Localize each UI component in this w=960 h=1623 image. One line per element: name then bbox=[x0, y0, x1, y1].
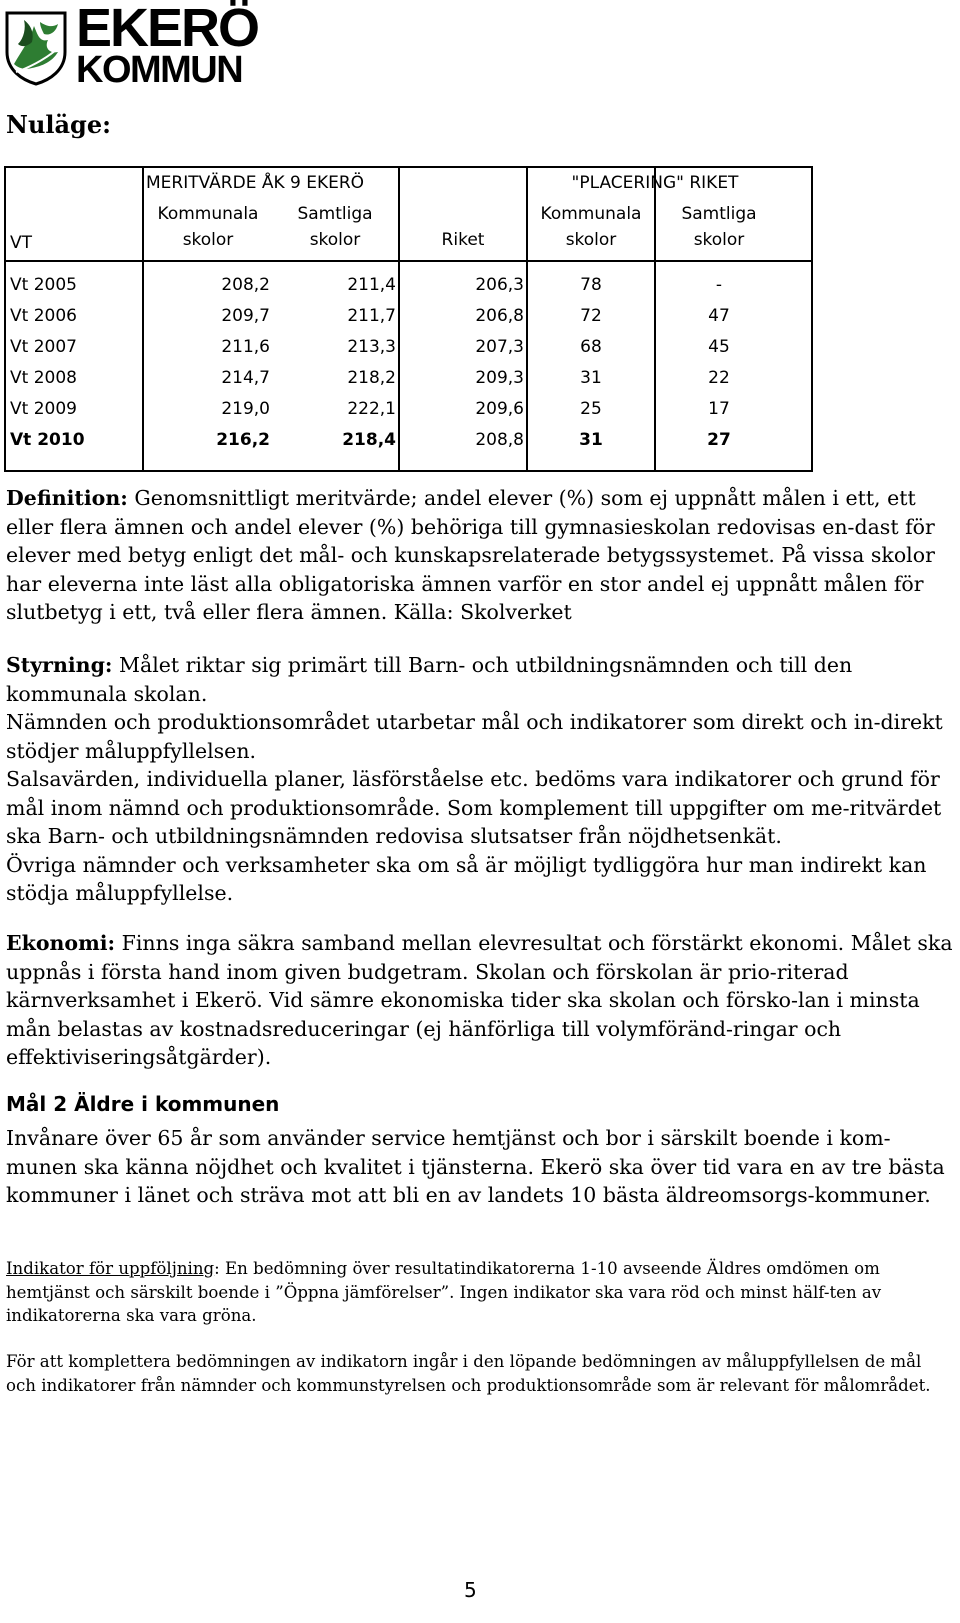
styrning-text-4: Övriga nämnder och verksamheter ska om så är möjligt tydliggöra hur man indirekt kan stödja måluppfyllelse. bbox=[6, 852, 927, 905]
styrning-label: Styrning: bbox=[6, 653, 113, 677]
col-header-riket: Riket bbox=[441, 230, 485, 250]
ekero-kommun-logo bbox=[4, 0, 259, 91]
col-header-p-samtliga: Samtliga bbox=[681, 204, 757, 224]
col-header-kommunala: Kommunala bbox=[157, 204, 259, 224]
table-cell-year: Vt 2007 bbox=[10, 337, 77, 357]
table-cell: 216,2 bbox=[216, 430, 270, 450]
komplettera-paragraph bbox=[6, 1350, 956, 1397]
table-cell: 211,6 bbox=[221, 337, 270, 357]
indikator-text: : En bedömning över resultatindikatorerna 1-10 avseende Äldres omdömen om hemtjänst och särskilt boende i ”Öppna jämförelser”. Ingen indikator ska vara röd och minst hälf-ten av indikatorerna ska vara gröna. bbox=[6, 1259, 882, 1325]
table-cell-year: Vt 2008 bbox=[10, 368, 77, 388]
table-cell: 208,8 bbox=[475, 430, 524, 450]
table-cell: 211,4 bbox=[347, 275, 396, 295]
table-cell: 206,8 bbox=[475, 306, 524, 326]
nulage-heading: Nuläge: bbox=[6, 110, 111, 139]
table-cell: 213,3 bbox=[347, 337, 396, 357]
ekonomi-paragraph bbox=[6, 929, 956, 1072]
definition-text: Genomsnittligt meritvärde; andel elever (%) som ej uppnått målen i ett, ett eller flera ämnen och andel elever (%) behöriga till gymnasieskolan redovisas en-dast för elever med betyg enligt det mål- och kunskapsrelaterade betygssystemet. På vissa skolor har eleverna inte läst alla obligatoriska ämnen varför en stor andel ej uppnått målen för slutbetyg i ett, två eller flera ämnen. Källa: Skolverket bbox=[6, 486, 935, 624]
group-header-placering: "PLACERING" RIKET bbox=[571, 173, 739, 193]
logo-line2: KOMMUN bbox=[76, 49, 243, 91]
table-cell: 209,7 bbox=[221, 306, 270, 326]
table-cell: 31 bbox=[579, 430, 603, 450]
table-cell-year: Vt 2005 bbox=[10, 275, 77, 295]
styrning-section bbox=[6, 651, 956, 908]
styrning-text-2: Nämnden och produktionsområdet utarbetar mål och indikatorer som direkt och in-direkt stödjer måluppfyllelsen. bbox=[6, 710, 943, 763]
table-cell: 209,6 bbox=[475, 399, 524, 419]
col-header-vt: VT bbox=[10, 233, 33, 253]
table-cell: 214,7 bbox=[221, 368, 270, 388]
col-header-kommunala-sub: skolor bbox=[182, 230, 234, 250]
table-cell: 17 bbox=[708, 399, 730, 419]
table-cell: 219,0 bbox=[221, 399, 270, 419]
table-cell: 25 bbox=[580, 399, 602, 419]
table-cell: - bbox=[715, 275, 723, 295]
table-cell: 211,7 bbox=[347, 306, 396, 326]
styrning-text-3: Salsavärden, individuella planer, läsförståelse etc. bedöms vara indikatorer och grund för mål inom nämnd och produktionsområde. Som komplement till uppgifter om me-ritvärdet ska Barn- och utbildningsnämnden redovisa slutsatser från nöjdhetsenkät. bbox=[6, 767, 942, 848]
col-header-samtliga-sub: skolor bbox=[309, 230, 361, 250]
group-header-meritvarde: MERITVÄRDE ÅK 9 EKERÖ bbox=[146, 173, 365, 193]
table-cell: 31 bbox=[580, 368, 602, 388]
table-cell: 209,3 bbox=[475, 368, 524, 388]
table-cell: 47 bbox=[708, 306, 730, 326]
definition-paragraph bbox=[6, 484, 956, 627]
komplettera-text: För att komplettera bedömningen av indikatorn ingår i den löpande bedömningen av måluppfyllelsen de mål och indikatorer från nämnder och kommunstyrelsen och produktionsområde som är relevant för målområdet. bbox=[6, 1352, 931, 1395]
page-number: 5 bbox=[464, 1578, 477, 1602]
table-cell-year: Vt 2010 bbox=[10, 430, 85, 450]
definition-label: Definition: bbox=[6, 486, 128, 510]
mal2-text: Invånare över 65 år som använder service hemtjänst och bor i särskilt boende i kom-munen ska känna nöjdhet och kvalitet i tjänsterna. Ekerö ska över tid vara en av tre bästa kommuner i länet och sträva mot att bli en av landets 10 bästa äldreomsorgs-kommuner. bbox=[6, 1126, 945, 1207]
table-cell: 45 bbox=[708, 337, 730, 357]
table-cell: 78 bbox=[580, 275, 602, 295]
table-cell: 218,4 bbox=[342, 430, 396, 450]
ekonomi-label: Ekonomi: bbox=[6, 931, 116, 955]
col-header-samtliga: Samtliga bbox=[297, 204, 373, 224]
table-cell: 206,3 bbox=[475, 275, 524, 295]
table-cell: 218,2 bbox=[347, 368, 396, 388]
logo-line1: EKERÖ bbox=[76, 0, 259, 58]
styrning-text-1: Målet riktar sig primärt till Barn- och utbildningsnämnden och till den kommunala skolan. bbox=[6, 653, 853, 706]
ekonomi-text: Finns inga säkra samband mellan elevresultat och förstärkt ekonomi. Målet ska uppnås i första hand inom given budgetram. Skolan och förskolan är prio-riterad kärnverksamhet i Ekerö. Vid sämre ekonomiska tider ska skolan och försko-lan i minsta mån belastas av kostnadsreduceringar (ej hänförliga till volymföränd-ringar och effektiviseringsåtgärder). bbox=[6, 931, 953, 1069]
table-cell-year: Vt 2009 bbox=[10, 399, 77, 419]
indikator-paragraph bbox=[6, 1257, 956, 1328]
col-header-p-samtliga-sub: skolor bbox=[693, 230, 745, 250]
mal2-paragraph bbox=[6, 1124, 956, 1210]
indikator-label: Indikator för uppföljning bbox=[6, 1259, 215, 1278]
table-cell: 207,3 bbox=[475, 337, 524, 357]
mal2-heading: Mål 2 Äldre i kommunen bbox=[6, 1092, 280, 1116]
table-cell: 68 bbox=[580, 337, 602, 357]
table-cell: 22 bbox=[708, 368, 730, 388]
table-cell: 208,2 bbox=[221, 275, 270, 295]
meritvarde-table bbox=[4, 166, 813, 472]
col-header-p-kommunala-sub: skolor bbox=[565, 230, 617, 250]
table-cell: 72 bbox=[580, 306, 602, 326]
table-cell: 222,1 bbox=[347, 399, 396, 419]
table-cell: 27 bbox=[707, 430, 731, 450]
col-header-p-kommunala: Kommunala bbox=[540, 204, 642, 224]
oak-shield-icon bbox=[4, 10, 68, 86]
table-cell-year: Vt 2006 bbox=[10, 306, 77, 326]
